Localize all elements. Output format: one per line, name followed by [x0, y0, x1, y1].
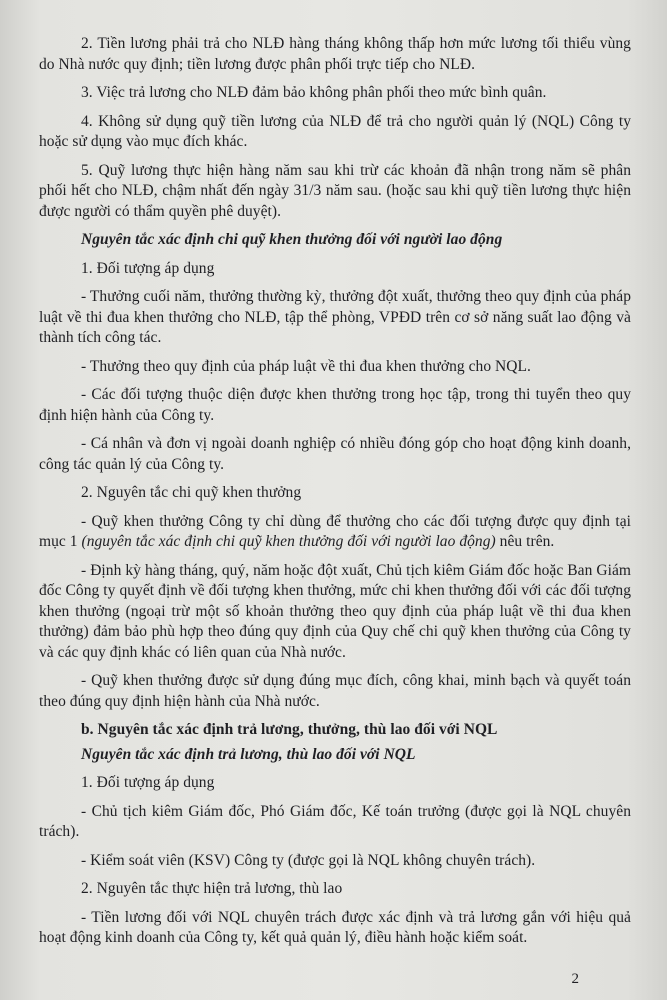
paragraph-2: 2. Tiền lương phải trả cho NLĐ hàng tháng không thấp hơn mức lương tối thiểu vùng do Nhà nước quy định; tiền lương được phân phối trực tiếp cho NLĐ.	[39, 35, 631, 73]
bullet-external-contributors: - Cá nhân và đơn vị ngoài doanh nghiệp có nhiều đóng góp cho hoạt động kinh doanh, công tác quản lý của Công ty.	[39, 435, 631, 473]
bullet-full-time-nql: - Chủ tịch kiêm Giám đốc, Phó Giám đốc, Kế toán trưởng (được gọi là NQL chuyên trách).	[39, 802, 631, 840]
section-heading-nql: b. Nguyên tắc xác định trả lương, thưởng, thù lao đối với NQL	[81, 721, 498, 738]
bullet-part-time-nql: - Kiểm soát viên (KSV) Công ty (được gọi là NQL không chuyên trách).	[81, 851, 536, 869]
bullet-year-end-bonus: - Thưởng cuối năm, thưởng thường kỳ, thưởng đột xuất, thưởng theo quy định của pháp luật về thi đua khen thưởng cho NLĐ, tập thể phòng, VPĐD trên cơ sở năng suất lao động và thành tích công tác.	[39, 288, 631, 346]
bullet-reward-fund-usage-text: - Quỹ khen thưởng Công ty chỉ dùng để thưởng cho các đối tượng được quy định tại mục 1	[39, 512, 631, 550]
bullet-reward-fund-usage-end: nêu trên.	[495, 533, 555, 550]
bullet-nql-bonus: - Thưởng theo quy định của pháp luật về thi đua khen thưởng cho NQL.	[81, 357, 531, 375]
bullet-periodic-decision: - Định kỳ hàng tháng, quý, năm hoặc đột xuất, Chủ tịch kiêm Giám đốc hoặc Ban Giám đốc Công ty quyết định về đối tượng khen thưởng, mức chi khen thưởng đối với các đối tượng khen thưởng (ngoại trừ một số khoản thưởng theo quy định của pháp luật về thi đua khen thưởng) đảm bảo phù hợp theo đúng quy định của Quy chế chi quỹ khen thưởng của Công ty và các quy định khác có liên quan của Nhà nước.	[39, 561, 631, 661]
bullet-study-bonus: - Các đối tượng thuộc diện được khen thưởng trong học tập, trong thi tuyển theo quy định hiện hành của Công ty.	[39, 386, 631, 424]
section-heading-reward-principles: Nguyên tắc xác định chi quỹ khen thưởng đối với người lao động	[81, 231, 503, 248]
subheading-nql-pay-principles: 2. Nguyên tắc thực hiện trả lương, thù lao	[81, 880, 343, 897]
bullet-reward-fund-usage-italic: (nguyên tắc xác định chi quỹ khen thưởng đối với người lao động)	[81, 533, 496, 550]
subheading-reward-fund-principles: 2. Nguyên tắc chi quỹ khen thưởng	[81, 484, 302, 501]
bullet-reward-fund-usage	[39, 512, 631, 553]
bullet-fund-transparency: - Quỹ khen thưởng được sử dụng đúng mục đích, công khai, minh bạch và quyết toán theo đúng quy định hiện hành của Nhà nước.	[39, 672, 631, 710]
bullet-nql-salary: - Tiền lương đối với NQL chuyên trách được xác định và trả lương gắn với hiệu quả hoạt động kinh doanh của Công ty, kết quả quản lý, điều hành hoặc kiểm soát.	[39, 908, 631, 946]
paragraph-5: 5. Quỹ lương thực hiện hàng năm sau khi trừ các khoản đã nhận trong năm sẽ phân phối hết cho NLĐ, chậm nhất đến ngày 31/3 năm sau. (hoặc sau khi quỹ tiền lương thực hiện được người có thẩm quyền phê duyệt).	[39, 161, 631, 220]
paragraph-3: 3. Việc trả lương cho NLĐ đảm bảo không phân phối theo mức bình quân.	[81, 84, 547, 101]
page-number: 2	[571, 971, 579, 987]
subheading-nql-subjects: 1. Đối tượng áp dụng	[81, 774, 215, 791]
subheading-applicable-subjects: 1. Đối tượng áp dụng	[81, 259, 215, 277]
paragraph-4: 4. Không sử dụng quỹ tiền lương của NLĐ để trả cho người quản lý (NQL) Công ty hoặc sử dụng vào mục đích khác.	[39, 112, 631, 150]
subsection-heading-nql-salary: Nguyên tắc xác định trả lương, thù lao đối với NQL	[81, 745, 416, 763]
